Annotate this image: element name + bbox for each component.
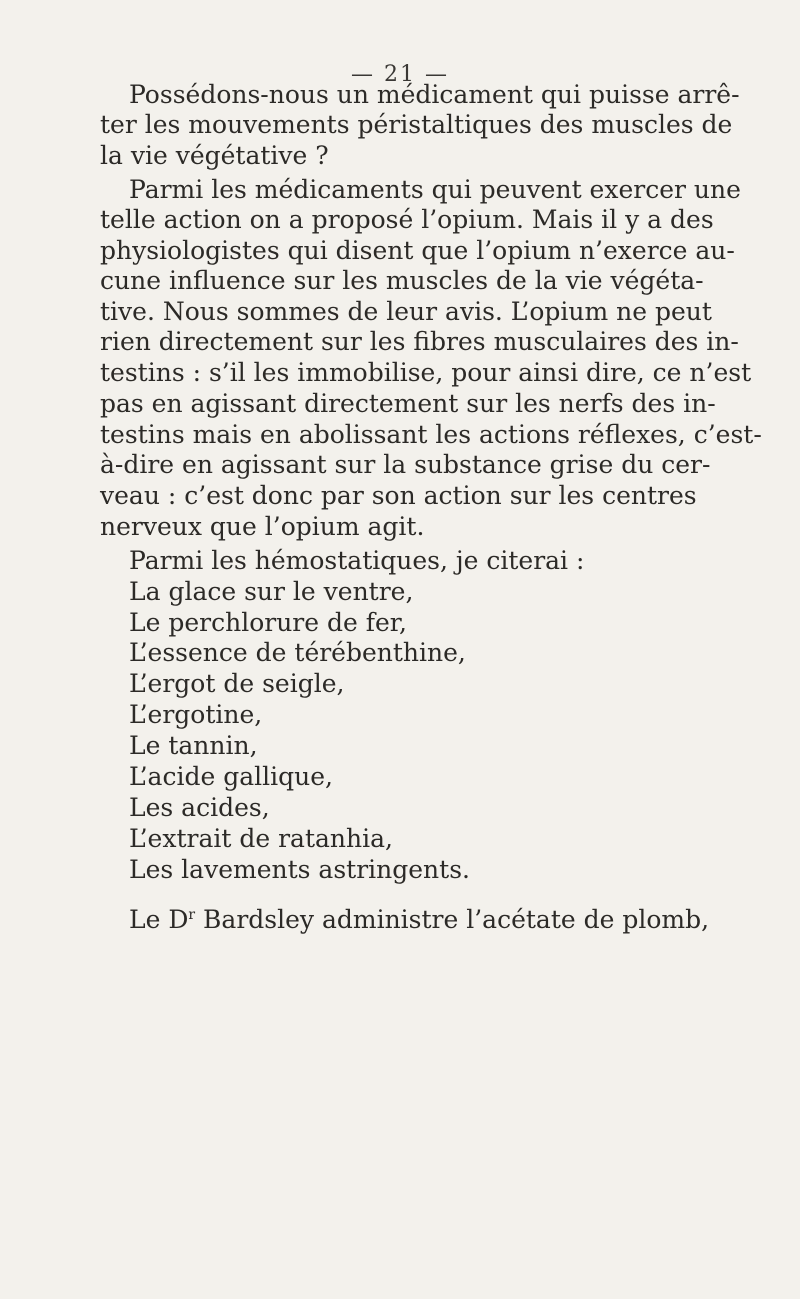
list-item: L’ergotine,	[129, 700, 263, 729]
text-line: tive. Nous sommes de leur avis. L’opium ne peut	[100, 297, 712, 326]
list-item: L’extrait de ratanhia,	[129, 824, 393, 853]
text-line: telle action on a proposé l’opium. Mais il y a des	[100, 205, 714, 234]
text-line: Parmi les médicaments qui peuvent exercer une	[129, 175, 741, 204]
text-fragment: Le D	[129, 905, 189, 934]
text-line: rien directement sur les fibres musculaires des in-	[100, 327, 739, 356]
text-line: nerveux que l’opium agit.	[100, 512, 425, 541]
text-line: physiologistes qui disent que l’opium n’exerce au-	[100, 236, 735, 265]
text-line: Possédons-nous un médicament qui puisse arrê-	[129, 80, 740, 109]
page-number: — 21 —	[351, 62, 449, 87]
list-item: Les acides,	[129, 793, 270, 822]
text-line: testins mais en abolissant les actions réflexes, c’est-	[100, 420, 762, 449]
list-intro: Parmi les hémostatiques, je citerai :	[129, 546, 585, 575]
list-item: Le perchlorure de fer,	[129, 608, 407, 637]
text-line: à-dire en agissant sur la substance grise du cer-	[100, 450, 711, 479]
text-line-last	[129, 905, 709, 935]
text-line: testins : s’il les immobilise, pour ainsi dire, ce n’est	[100, 358, 752, 387]
list-item: La glace sur le ventre,	[129, 577, 414, 606]
text-line: pas en agissant directement sur les nerfs des in-	[100, 389, 716, 418]
list-item: L’acide gallique,	[129, 762, 333, 791]
text-fragment: Bardsley administre l’acétate de plomb,	[195, 905, 710, 934]
list-item: Le tannin,	[129, 731, 258, 760]
list-item: Les lavements astringents.	[129, 855, 470, 884]
list-item: L’ergot de seigle,	[129, 669, 345, 698]
text-line: cune influence sur les muscles de la vie végéta-	[100, 266, 704, 295]
superscript: r	[188, 907, 196, 923]
text-line: la vie végétative ?	[100, 141, 329, 170]
text-line: veau : c’est donc par son action sur les centres	[100, 481, 697, 510]
text-line: ter les mouvements péristaltiques des muscles de	[100, 110, 733, 139]
list-item: L’essence de térébenthine,	[129, 638, 466, 667]
